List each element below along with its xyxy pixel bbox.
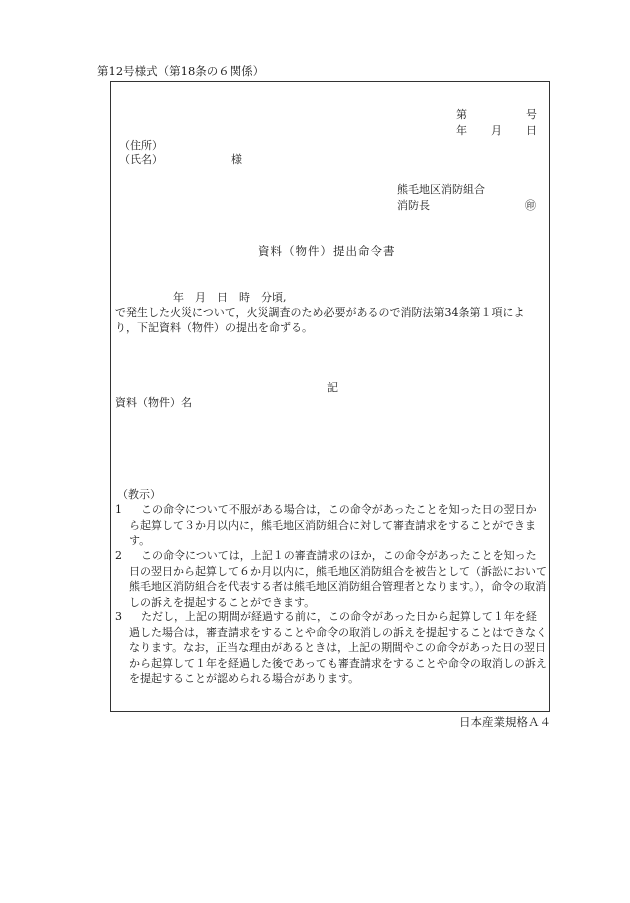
date-day: 日 <box>526 124 537 137</box>
address-label: （住所） <box>119 139 163 152</box>
instruction-item-2 <box>115 548 547 610</box>
body-line-2: り，下記資料（物件）の提出を命ずる。 <box>115 321 313 334</box>
body-line-1: で発生した火災について，火災調査のため必要があるので消防法第34条第１項によ <box>115 306 525 319</box>
instruction-item-3 <box>115 609 547 687</box>
document-frame <box>110 81 550 712</box>
date-month: 月 <box>491 124 502 137</box>
instruction-number: 3 <box>115 610 122 623</box>
ki-heading: 記 <box>327 381 338 394</box>
fire-datetime: 年 月 日 時 分頃, <box>173 291 287 304</box>
instruction-heading: （教示） <box>117 488 161 501</box>
number-suffix: 号 <box>526 108 537 121</box>
instruction-text: ただし，上記の期間が経過する前に，この命令があった日から起算して１年を経過した場合は，審査請求をすることや命令の取消しの訴えを提起することはできなくなります。なお，正当な理由があるときは，上記の期間やこの命令があった日の翌日から起算して１年を経過した後であっても審査請求をすることや命令の取消しの訴えを提起することが認められる場合があります。 <box>129 610 547 685</box>
instruction-number: 1 <box>115 503 122 516</box>
instruction-text: この命令について不服がある場合は，この命令があったことを知った日の翌日から起算して３か月以内に，熊毛地区消防組合に対して審査請求をすることができます。 <box>129 503 537 547</box>
issuer-org: 熊毛地区消防組合 <box>397 183 485 196</box>
instruction-number: 2 <box>115 549 122 562</box>
name-honorific: 様 <box>231 153 242 166</box>
paper-size-label: 日本産業規格Ａ４ <box>459 715 551 729</box>
instruction-text: この命令については，上記１の審査請求のほか，この命令があったことを知った日の翌日から起算して６か月以内に，熊毛地区消防組合を被告として（訴訟において熊毛地区消防組合を代表する者は熊毛地区消防組合管理者となります。），命令の取消しの訴えを提起することができます。 <box>129 549 547 609</box>
number-label: 第 <box>456 108 467 121</box>
document-title: 資料（物件）提出命令書 <box>258 244 396 258</box>
issuer-title: 消防長 <box>397 199 430 212</box>
instruction-item-1 <box>115 502 547 549</box>
materials-label: 資料（物件）名 <box>115 396 192 409</box>
date-year: 年 <box>456 124 467 137</box>
name-label: （氏名） <box>119 153 163 166</box>
seal-mark: ㊞ <box>525 199 536 212</box>
form-number: 第12号様式（第18条の６関係） <box>97 64 265 78</box>
